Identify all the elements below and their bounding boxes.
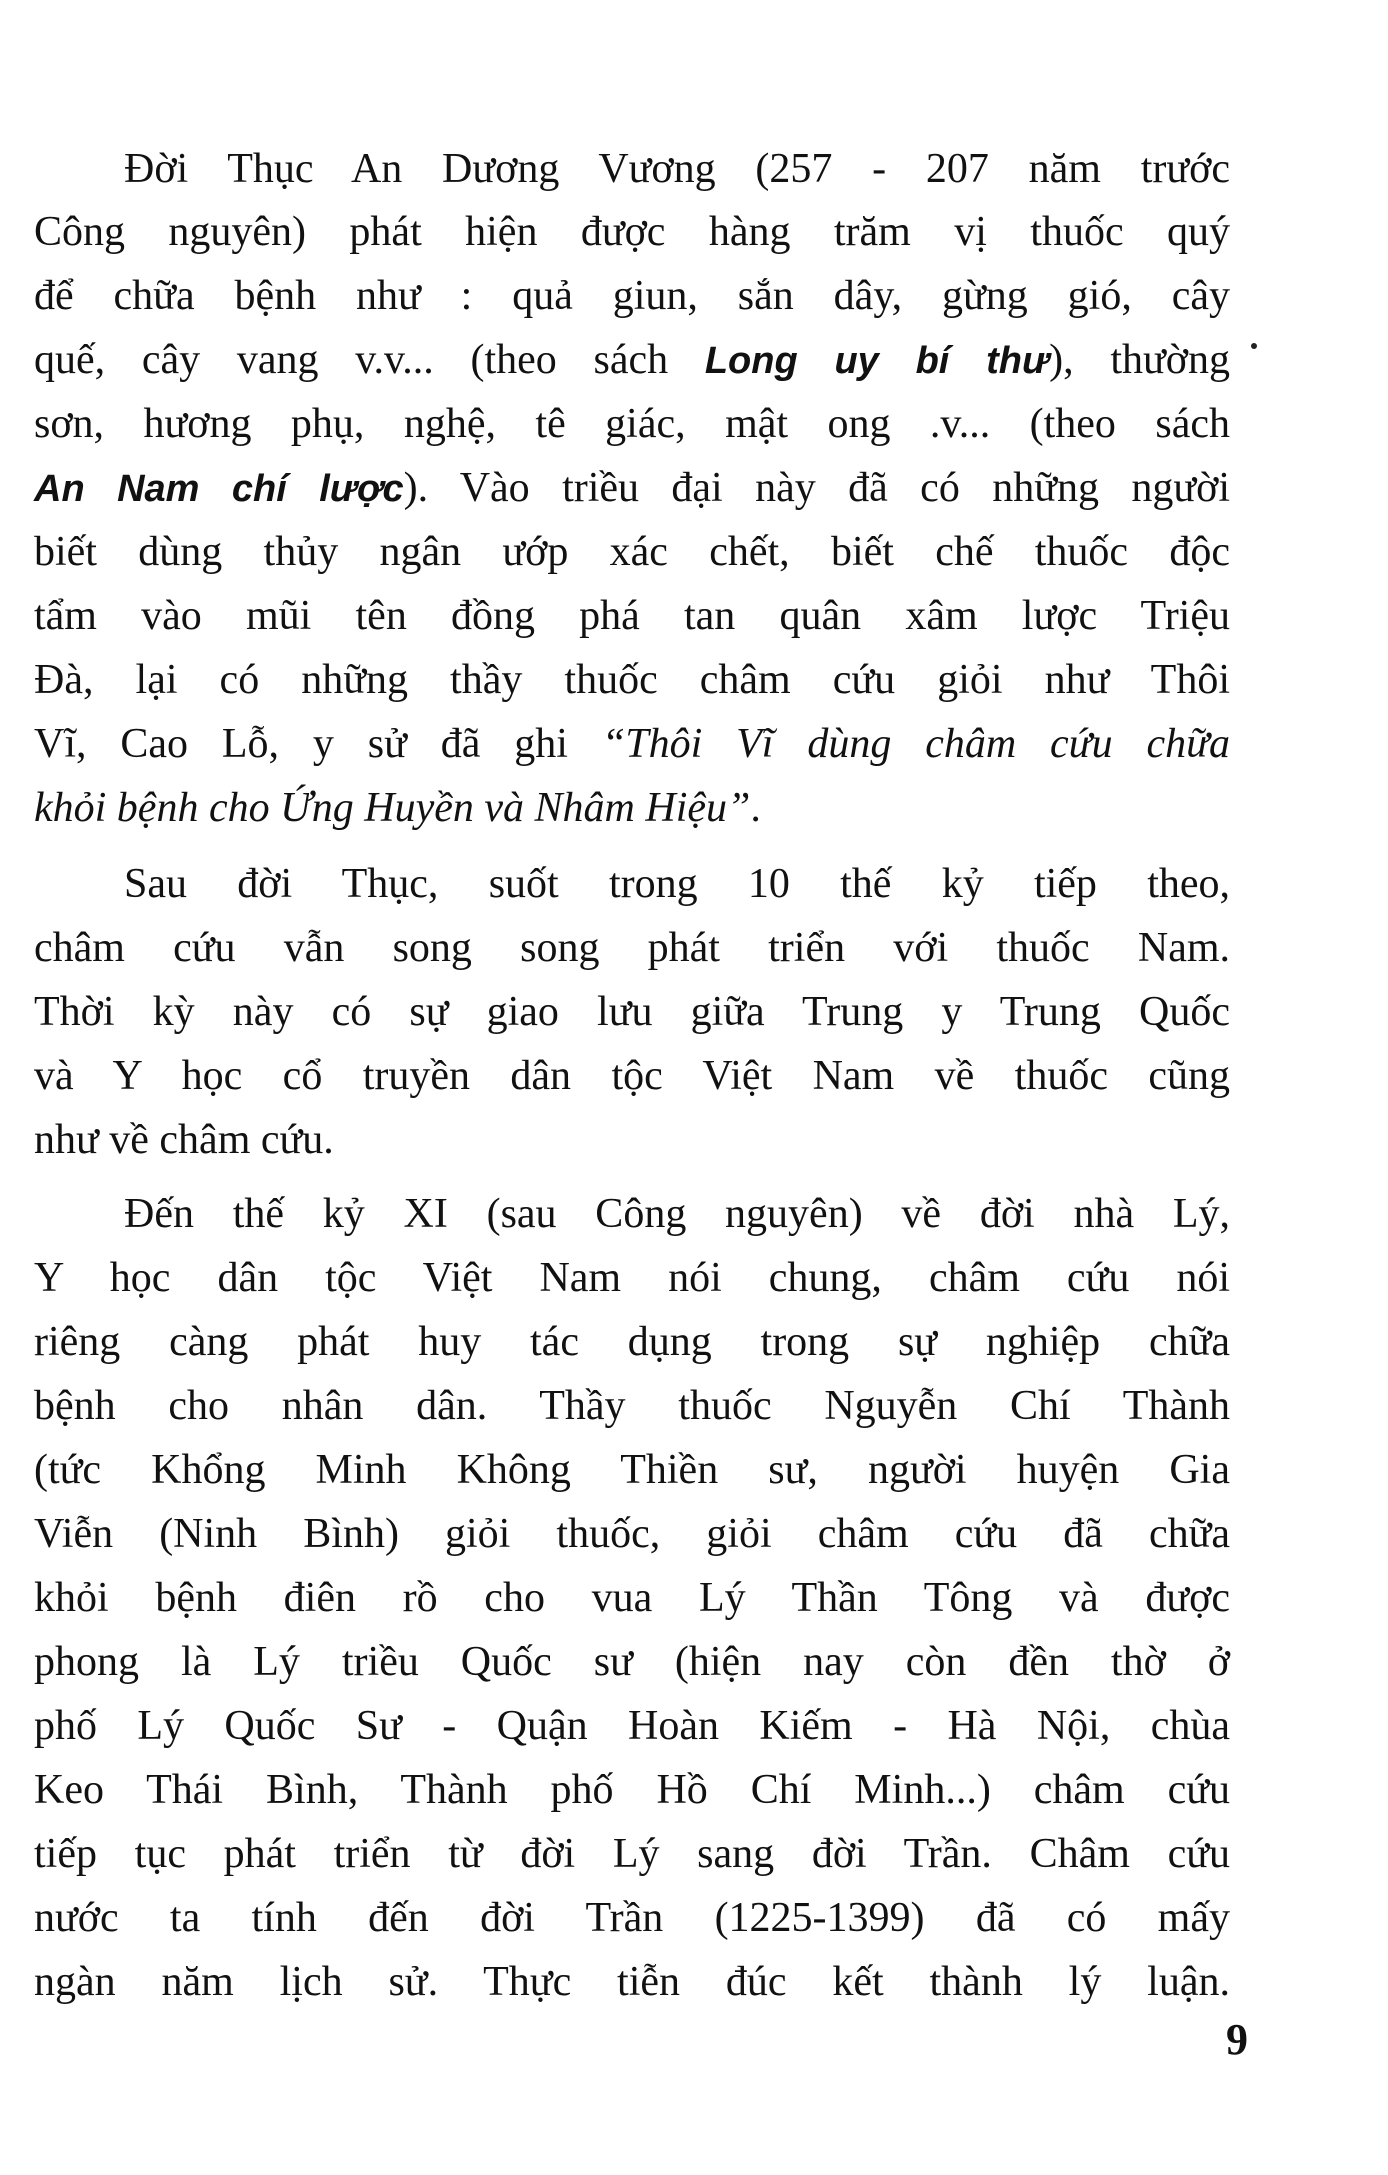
text-line [34, 1822, 1230, 1886]
text-line [34, 328, 1230, 392]
text-line [34, 776, 1230, 840]
text-line [34, 1758, 1230, 1822]
text-line [34, 1502, 1230, 1566]
text-line [34, 392, 1230, 456]
text-line [34, 980, 1230, 1044]
text-run: và Y học cổ truyền dân tộc Việt Nam về thuốc cũng [34, 1053, 1230, 1099]
text-line [34, 264, 1230, 328]
text-run: Đời Thục An Dương Vương (257 - 207 năm trước [124, 146, 1230, 192]
text-run: (tức Khổng Minh Không Thiền sư, người huyện Gia [34, 1447, 1230, 1493]
text-line [124, 137, 1230, 201]
text-line [34, 1108, 1230, 1172]
text-run: Đến thế kỷ XI (sau Công nguyên) về đời nhà Lý, [124, 1191, 1230, 1237]
text-run: như về châm cứu. [34, 1117, 334, 1163]
text-run: . [750, 785, 761, 831]
text-run: ), thường [1049, 337, 1230, 383]
text-line [34, 1886, 1230, 1950]
text-line [34, 1374, 1230, 1438]
text-run: tẩm vào mũi tên đồng phá tan quân xâm lược Triệu [34, 593, 1230, 639]
text-run: biết dùng thủy ngân ướp xác chết, biết chế thuốc độc [34, 529, 1230, 575]
book-title-an-nam-chi-luoc: An Nam chí lược [34, 468, 404, 510]
margin-dot [1251, 343, 1257, 349]
text-line [34, 1694, 1230, 1758]
text-run: Vĩ, Cao Lỗ, y sử đã ghi [34, 721, 602, 767]
text-run: nước ta tính đến đời Trần (1225-1399) đã có mấy [34, 1895, 1230, 1941]
text-line [34, 648, 1230, 712]
text-run: ). Vào triều đại này đã có những người [403, 465, 1230, 511]
text-run: để chữa bệnh như : quả giun, sắn dây, gừng gió, cây [34, 273, 1230, 319]
text-run: ngàn năm lịch sử. Thực tiễn đúc kết thành lý luận. [34, 1959, 1230, 2005]
text-line [34, 1566, 1230, 1630]
text-run: Viễn (Ninh Bình) giỏi thuốc, giỏi châm cứu đã chữa [34, 1511, 1230, 1557]
text-run: tiếp tục phát triển từ đời Lý sang đời Trần. Châm cứu [34, 1831, 1230, 1877]
text-run: Y học dân tộc Việt Nam nói chung, châm cứu nói [34, 1255, 1230, 1301]
text-line [34, 712, 1230, 776]
text-line [34, 916, 1230, 980]
text-line [34, 1630, 1230, 1694]
text-line [124, 1182, 1230, 1246]
text-line [34, 1438, 1230, 1502]
italic-quote: “Thôi Vĩ dùng châm cứu chữa [601, 721, 1231, 767]
text-line [34, 1950, 1230, 2014]
text-run: phố Lý Quốc Sư - Quận Hoàn Kiếm - Hà Nội, chùa [34, 1703, 1230, 1749]
text-run: bệnh cho nhân dân. Thầy thuốc Nguyễn Chí Thành [34, 1383, 1230, 1429]
text-run: khỏi bệnh điên rồ cho vua Lý Thần Tông và được [34, 1575, 1230, 1621]
text-line [34, 520, 1230, 584]
page-number: 9 [1226, 2015, 1248, 2064]
text-run: Đà, lại có những thầy thuốc châm cứu giỏi như Thôi [34, 657, 1230, 703]
text-run: Công nguyên) phát hiện được hàng trăm vị thuốc quý [34, 209, 1230, 255]
text-run: Keo Thái Bình, Thành phố Hồ Chí Minh...) châm cứu [34, 1767, 1230, 1813]
text-line [34, 1246, 1230, 1310]
text-line [34, 456, 1230, 520]
text-run: riêng càng phát huy tác dụng trong sự nghiệp chữa [34, 1319, 1230, 1365]
text-run: Sau đời Thục, suốt trong 10 thế kỷ tiếp theo, [124, 861, 1230, 907]
text-line [34, 584, 1230, 648]
text-run: sơn, hương phụ, nghệ, tê giác, mật ong .v... (theo sách [34, 401, 1230, 447]
text-line [34, 1044, 1230, 1108]
italic-quote: khỏi bệnh cho Ứng Huyền và Nhâm Hiệu” [34, 785, 751, 831]
book-title-long-uy-bi-thu: Long uy bí thư [704, 340, 1050, 382]
text-line [34, 200, 1230, 264]
text-run: quế, cây vang v.v... (theo sách [34, 337, 705, 383]
text-line [124, 852, 1230, 916]
text-run: châm cứu vẫn song song phát triển với thuốc Nam. [34, 925, 1230, 971]
text-run: Thời kỳ này có sự giao lưu giữa Trung y Trung Quốc [34, 989, 1230, 1035]
text-line [34, 1310, 1230, 1374]
text-run: phong là Lý triều Quốc sư (hiện nay còn đền thờ ở [34, 1639, 1230, 1685]
